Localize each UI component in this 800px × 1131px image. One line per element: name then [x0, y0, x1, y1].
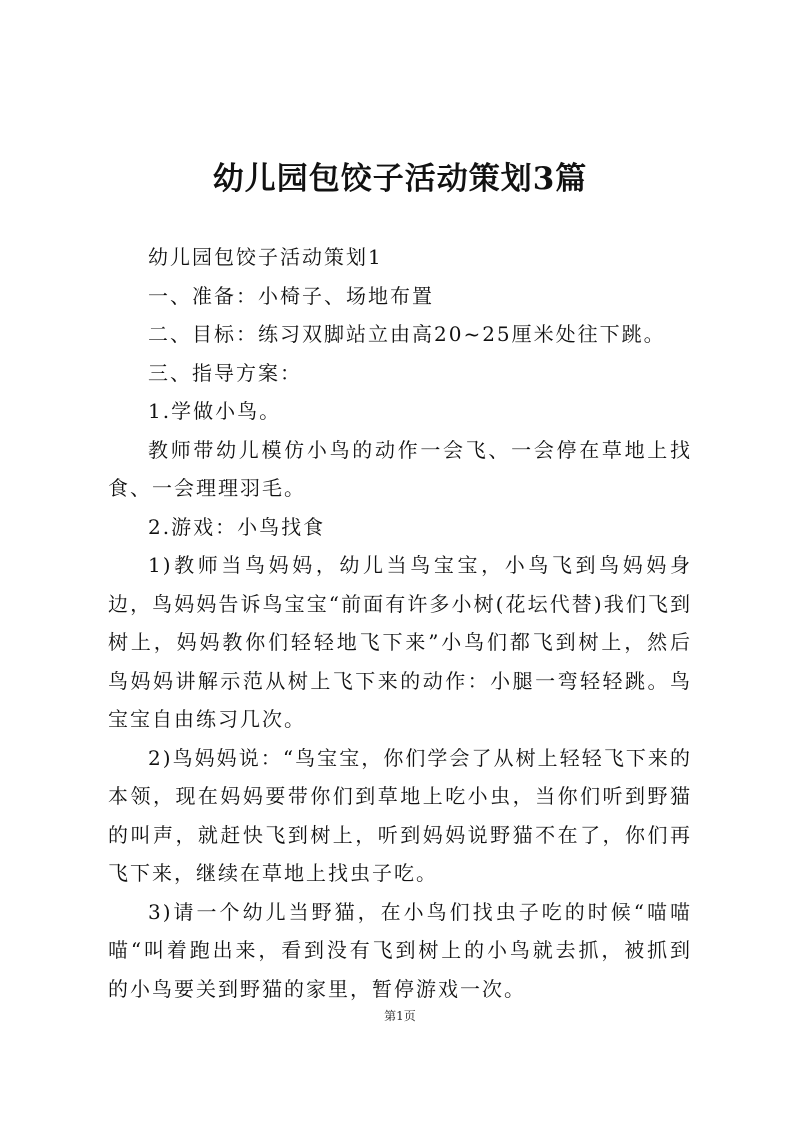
paragraph-preparation: 一、准备：小椅子、场地布置	[148, 283, 434, 308]
paragraph-step-1-detail: 教师带幼儿模仿小鸟的动作一会飞、一会停在草地上找食、一会理理羽毛。	[108, 437, 692, 500]
paragraph-step-1: 1.学做小鸟。	[148, 399, 282, 423]
page-number: 第1页	[384, 1009, 416, 1023]
document-title: 幼儿园包饺子活动策划3篇	[212, 161, 588, 197]
paragraph-game-part-2: 2)鸟妈妈说：“鸟宝宝，你们学会了从树上轻轻飞下来的本领，现在妈妈要带你们到草地上吃小虫，当你们听到野猫的叫声，就赶快飞到树上，听到妈妈说野猫不在了，你们再飞下来，继续在草地上找虫子吃。	[108, 745, 692, 885]
paragraph-game-part-1: 1)教师当鸟妈妈，幼儿当鸟宝宝，小鸟飞到鸟妈妈身边，鸟妈妈告诉鸟宝宝“前面有许多小树(花坛代替)我们飞到树上，妈妈教你们轻轻地飞下来”小鸟们都飞到树上，然后鸟妈妈讲解示范从树上飞下来的动作：小腿一弯轻轻跳。鸟宝宝自由练习几次。	[108, 553, 692, 731]
paragraph-game-part-3: 3)请一个幼儿当野猫，在小鸟们找虫子吃的时候“喵喵喵“叫着跑出来，看到没有飞到树上的小鸟就去抓，被抓到的小鸟要关到野猫的家里，暂停游戏一次。	[108, 899, 692, 1001]
document-body	[108, 238, 692, 1008]
paragraph-goal: 二、目标：练习双脚站立由高20~25厘米处往下跳。	[148, 322, 666, 346]
paragraph-step-2: 2.游戏：小鸟找食	[148, 514, 326, 539]
section-heading: 幼儿园包饺子活动策划1	[148, 245, 383, 269]
paragraph-guidance-heading: 三、指导方案：	[148, 360, 302, 385]
